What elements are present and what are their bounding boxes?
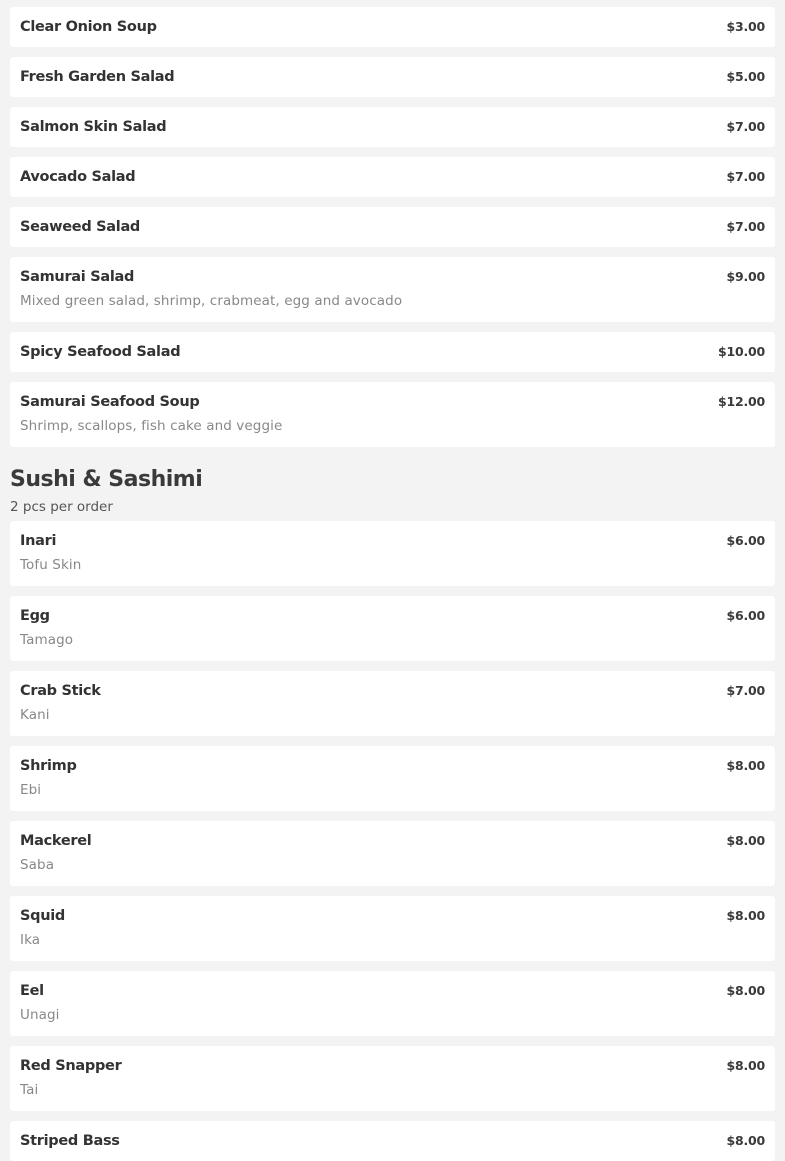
- menu-item[interactable]: [10, 107, 775, 147]
- menu-item-price: $7.00: [726, 683, 765, 698]
- menu-item-name: Spicy Seafood Salad: [20, 344, 181, 360]
- menu-item-description: Ika: [20, 932, 41, 948]
- menu-item-name: Samurai Salad: [20, 269, 135, 285]
- menu-item[interactable]: [10, 521, 775, 586]
- menu-item-name: Red Snapper: [20, 1058, 122, 1074]
- menu-item-price: $8.00: [726, 908, 765, 923]
- menu-item-price: $5.00: [726, 69, 765, 84]
- menu-item-name: Avocado Salad: [20, 169, 136, 185]
- menu-item[interactable]: [10, 332, 775, 372]
- menu-item-price: $8.00: [726, 758, 765, 773]
- menu-item-name: Clear Onion Soup: [20, 19, 157, 35]
- menu-item[interactable]: [10, 382, 775, 447]
- menu-item[interactable]: [10, 671, 775, 736]
- menu-item-price: $7.00: [726, 169, 765, 184]
- menu-item-price: $10.00: [717, 344, 765, 359]
- menu-item-description: Tofu Skin: [20, 557, 82, 573]
- section-header: [10, 457, 775, 516]
- menu-group-sushi-sashimi: [10, 457, 775, 1161]
- menu-item[interactable]: [10, 7, 775, 47]
- menu-item-price: $8.00: [726, 983, 765, 998]
- menu-item-price: $3.00: [726, 19, 765, 34]
- menu-item-description: Saba: [20, 857, 55, 873]
- menu-item-description: Tai: [20, 1082, 39, 1098]
- menu-item[interactable]: [10, 1121, 775, 1161]
- menu-item-price: $7.00: [726, 119, 765, 134]
- menu-item-name: Eel: [20, 983, 44, 999]
- menu-item-price: $6.00: [726, 608, 765, 623]
- menu-item[interactable]: [10, 971, 775, 1036]
- menu-item-description: Kani: [20, 707, 50, 723]
- menu-item-price: $8.00: [726, 833, 765, 848]
- menu-item-price: $8.00: [726, 1058, 765, 1073]
- menu-item-description: Shrimp, scallops, fish cake and veggie: [20, 418, 283, 434]
- menu-item-description: Ebi: [20, 782, 42, 798]
- menu-group-soups-salads: [10, 7, 775, 447]
- menu-item-name: Fresh Garden Salad: [20, 69, 175, 85]
- menu-item[interactable]: [10, 157, 775, 197]
- menu-item-description: Mixed green salad, shrimp, crabmeat, egg and avocado: [20, 293, 403, 309]
- menu-item-price: $6.00: [726, 533, 765, 548]
- menu-item-name: Seaweed Salad: [20, 219, 141, 235]
- menu-item[interactable]: [10, 1046, 775, 1111]
- menu-item[interactable]: [10, 257, 775, 322]
- menu-item-description: Unagi: [20, 1007, 60, 1023]
- menu-item-name: Crab Stick: [20, 683, 101, 699]
- menu-item[interactable]: [10, 746, 775, 811]
- menu-item[interactable]: [10, 57, 775, 97]
- menu-item-name: Salmon Skin Salad: [20, 119, 167, 135]
- menu-item-name: Mackerel: [20, 833, 92, 849]
- menu-item-name: Inari: [20, 533, 57, 549]
- menu-item-price: $12.00: [717, 394, 765, 409]
- menu-item[interactable]: [10, 821, 775, 886]
- menu-item-name: Striped Bass: [20, 1133, 120, 1149]
- menu-item-description: Tamago: [20, 632, 74, 648]
- menu-item-name: Samurai Seafood Soup: [20, 394, 200, 410]
- menu-item-name: Shrimp: [20, 758, 77, 774]
- menu-item-name: Egg: [20, 608, 50, 624]
- menu-item-name: Squid: [20, 908, 65, 924]
- menu-item[interactable]: [10, 896, 775, 961]
- menu-item[interactable]: [10, 596, 775, 661]
- section-subtitle: 2 pcs per order: [10, 499, 113, 515]
- menu-item-price: $8.00: [726, 1133, 765, 1148]
- menu-item[interactable]: [10, 207, 775, 247]
- section-title: Sushi & Sashimi: [10, 467, 203, 492]
- menu-item-price: $9.00: [726, 269, 765, 284]
- menu-item-price: $7.00: [726, 219, 765, 234]
